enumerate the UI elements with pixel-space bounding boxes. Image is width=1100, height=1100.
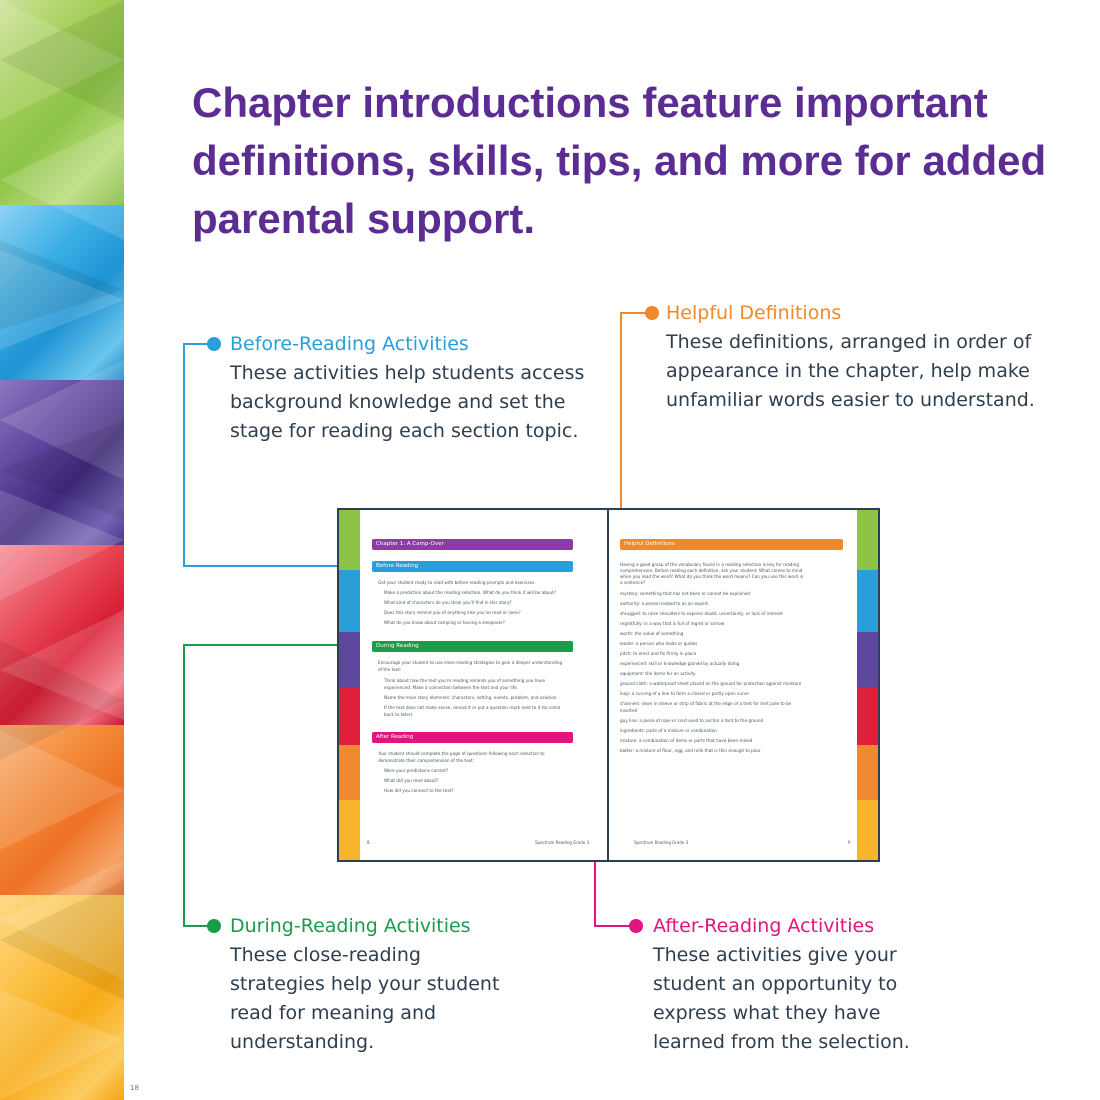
before-intro-text: Get your student ready to read with before-reading prompts and exercises. — [378, 580, 536, 585]
left-strip-red — [339, 687, 360, 745]
right-strip-yellow — [857, 800, 878, 860]
left-strip-yellow — [339, 800, 360, 860]
after-reading-callout — [653, 911, 910, 1057]
during-item-1: Think about how the text you're reading reminds you of something you have — [384, 678, 546, 683]
after-connector-line-horizontal — [594, 925, 634, 927]
definition-item: worth: the value of something — [620, 631, 684, 636]
definition-item: mixture: a combination of items or parts that have been mixed — [620, 738, 753, 743]
before-connector-line-vertical — [183, 343, 185, 567]
during-marker-dot — [207, 919, 221, 933]
left-strip-purple — [339, 632, 360, 687]
helpful-definitions-title: Helpful Definitions — [666, 302, 842, 324]
definition-item: loop: a curving of a line to form a closed or partly open curve — [620, 691, 749, 696]
chapter-title-bar: Chapter 1: A Camp-Over — [372, 539, 573, 550]
right-page-footer: Spectrum Reading Grade 3 — [634, 840, 689, 845]
during-item-3: If the text does not make sense, reread it or put a question mark next to it (to come — [384, 705, 561, 710]
during-reading-title: During-Reading Activities — [230, 915, 471, 937]
page-headline: Chapter introductions feature important definitions, skills, tips, and more for added parental support. — [192, 79, 1047, 242]
definition-item: ingredients: parts of a mixture or combination — [620, 728, 717, 733]
book-spine — [607, 510, 609, 860]
before-item-3: Does this story remind you of anything else you've read or seen? — [384, 610, 521, 615]
definition-item: experienced: skill or knowledge gained by actually doing — [620, 661, 740, 666]
during-item-1-cont: experienced. Make a connection between the text and your life. — [384, 685, 519, 690]
definition-item: authority: a person looked to as an expert — [620, 601, 708, 606]
helpful-definitions-body: These definitions, arranged in order of appearance in the chapter, help make unfamiliar words easier to understand. — [666, 331, 1035, 411]
after-item-3: How did you connect to the text? — [384, 788, 454, 793]
definition-item: guy line: a piece of rope or cord used to anchor a tent to the ground — [620, 718, 764, 723]
definition-item: inserted — [620, 708, 638, 713]
definition-item: ground cloth: a waterproof sheet placed on the ground for protection against moisture — [620, 681, 802, 686]
during-item-2: Name the main story elements: characters, setting, events, problem, and solution. — [384, 695, 558, 700]
helpful-marker-dot — [645, 306, 659, 320]
decorative-color-stripe — [0, 0, 124, 1100]
after-reading-bar: After Reading — [372, 732, 573, 743]
before-marker-dot — [207, 337, 221, 351]
during-reading-bar: During Reading — [372, 641, 573, 652]
before-item-1: Make a prediction about the reading selection. What do you think it will be about? — [384, 590, 556, 595]
left-strip-orange — [339, 745, 360, 800]
helpful-intro-4: a sentence? — [620, 580, 646, 585]
helpful-intro-1: Having a good grasp of the vocabulary found in a reading selection is key for reading — [620, 562, 799, 567]
left-page-footer: Spectrum Reading Grade 3 — [535, 840, 590, 845]
during-item-3-cont: back to later). — [384, 712, 414, 717]
before-reading-bar: Before Reading — [372, 561, 573, 572]
helpful-definitions-bar: Helpful Definitions — [620, 539, 843, 550]
left-strip-blue — [339, 570, 360, 632]
during-connector-line-vertical — [183, 644, 185, 927]
left-page-color-strip — [339, 510, 360, 860]
book-spread-preview — [337, 508, 880, 862]
right-strip-purple — [857, 632, 878, 687]
right-strip-orange — [857, 745, 878, 800]
stripe-facets — [0, 0, 124, 1100]
after-item-1: Were your predictions correct? — [384, 768, 449, 773]
right-strip-green — [857, 510, 878, 570]
right-strip-blue — [857, 570, 878, 632]
page-number: 18 — [130, 1084, 139, 1092]
before-reading-title: Before-Reading Activities — [230, 333, 469, 355]
left-strip-green — [339, 510, 360, 570]
helpful-definitions-callout — [666, 298, 1035, 415]
left-page-number: 8 — [367, 840, 370, 845]
before-reading-callout — [230, 329, 584, 446]
definition-item: shrugged: to raise shoulders to express doubt, uncertainty, or lack of interest — [620, 611, 783, 616]
before-item-4: What do you know about camping or having a sleepover? — [384, 620, 505, 625]
book-right-page — [610, 510, 878, 860]
before-item-2: What kind of characters do you think you'll find in this story? — [384, 600, 512, 605]
definition-item: pitch: to erect and fix firmly in place — [620, 651, 697, 656]
after-reading-title: After-Reading Activities — [653, 915, 875, 937]
definition-item: batter: a mixture of flour, egg, and milk that is thin enough to pour — [620, 748, 761, 753]
before-reading-body: These activities help students access background knowledge and set the stage for reading each section topic. — [230, 362, 585, 442]
book-left-page — [339, 510, 607, 860]
after-marker-dot — [629, 919, 643, 933]
definition-item: leader: a person who leads or guides — [620, 641, 698, 646]
definition-item: mystery: something that has not been or cannot be explained — [620, 591, 750, 596]
helpful-intro-2: comprehension. Before reading each definition, ask your student: What comes to mind — [620, 568, 803, 573]
definition-item: channels: sewn in sleeve or strip of fabric at the edge of a tent for tent pole to be — [620, 701, 792, 706]
right-page-color-strip — [857, 510, 878, 860]
right-strip-red — [857, 687, 878, 745]
after-reading-body: These activities give your student an opportunity to express what they have learned from the selection. — [653, 944, 910, 1053]
definition-item: equipment: the items for an activity — [620, 671, 696, 676]
after-intro-text-2: demonstrate their comprehension of the text: — [378, 758, 475, 763]
after-item-2: What did you read about? — [384, 778, 439, 783]
definition-item: regretfully: in a way that is full of regret or sorrow — [620, 621, 725, 626]
during-reading-callout — [230, 911, 499, 1057]
during-intro-text-1: Encourage your student to use close-reading strategies to gain a deeper understanding — [378, 660, 563, 665]
during-reading-body: These close-reading strategies help your student read for meaning and understanding. — [230, 944, 500, 1053]
after-intro-text-1: Your student should complete the page of questions following each selection to — [378, 751, 545, 756]
helpful-intro-3: when you read the word? What do you think the word means? Can you use this word in — [620, 574, 804, 579]
right-page-number: 9 — [848, 840, 851, 845]
during-intro-text-2: of the text: — [378, 667, 402, 672]
